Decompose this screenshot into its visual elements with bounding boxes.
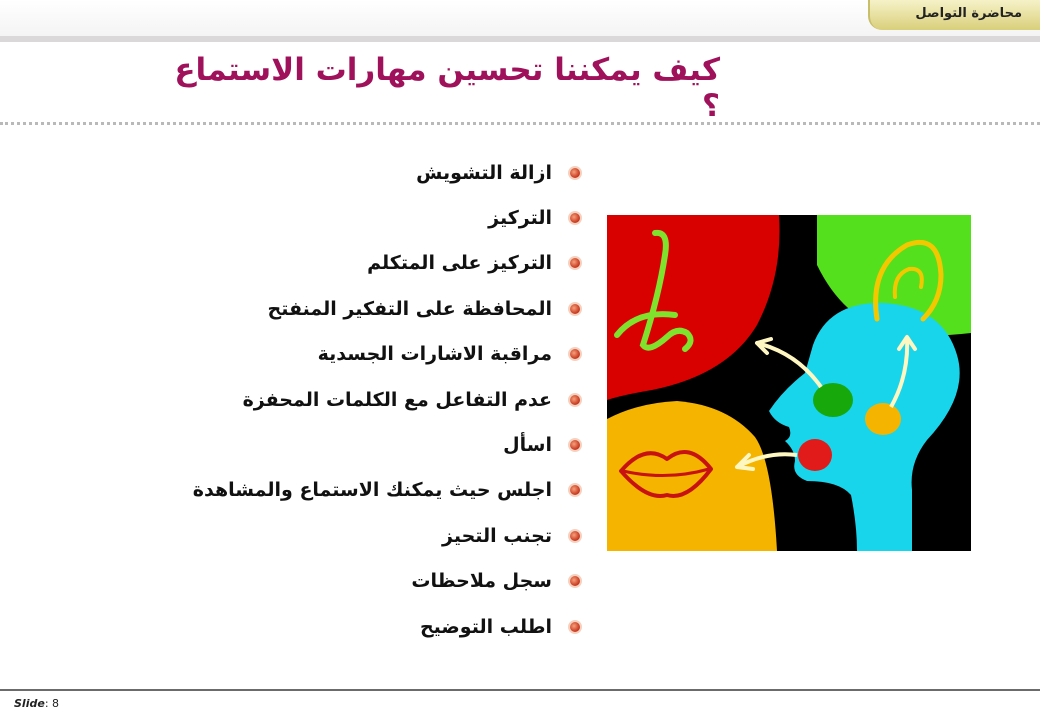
list-item [140,150,580,195]
list-item [140,468,580,513]
list-item [140,559,580,604]
list-item-text: اطلب التوضيح [419,615,552,638]
list-item [140,286,580,331]
slide-number: Slide: 8 [14,697,60,710]
list-item-text: المحافظة على التفكير المنفتح [267,297,552,320]
bullet-icon [570,304,580,314]
list-item [140,195,580,240]
ear-spot-icon [865,403,901,435]
footer-divider [0,689,1040,691]
header-divider [0,36,1040,42]
bullet-icon [570,213,580,223]
bullet-icon [570,531,580,541]
lecture-tab-label: محاضرة التواصل [915,6,1022,21]
title-divider [0,122,1040,125]
bullet-icon [570,576,580,586]
bullet-icon [570,622,580,632]
list-item-text: التركيز على المتكلم [367,252,552,275]
bullet-list [140,150,580,649]
list-item [140,241,580,286]
list-item-text: التركيز [488,207,552,230]
list-item-text: عدم التفاعل مع الكلمات المحفزة [242,388,552,411]
bullet-icon [570,440,580,450]
slide-number-value: 8 [52,697,60,710]
list-item-text: مراقبة الاشارات الجسدية [317,343,552,366]
list-item-text: اجلس حيث يمكنك الاستماع والمشاهدة [192,479,552,502]
list-item [140,377,580,422]
list-item [140,513,580,558]
mouth-spot-icon [798,439,832,471]
slide-title: كيف يمكننا تحسين مهارات الاستماع ؟ [174,52,720,124]
list-item [140,422,580,467]
bullet-icon [570,395,580,405]
list-item-text: ازالة التشويش [416,161,552,184]
list-item-text: تجنب التحيز [442,524,552,547]
eye-spot-icon [813,383,853,417]
list-item [140,332,580,377]
bullet-icon [570,349,580,359]
list-item [140,604,580,649]
list-item-text: اسأل [503,434,552,457]
bullet-icon [570,485,580,495]
lecture-tab [868,0,1040,30]
senses-illustration [607,215,971,551]
bullet-icon [570,168,580,178]
list-item-text: سجل ملاحظات [411,570,552,593]
bullet-icon [570,258,580,268]
slide-label: Slide [14,697,45,710]
